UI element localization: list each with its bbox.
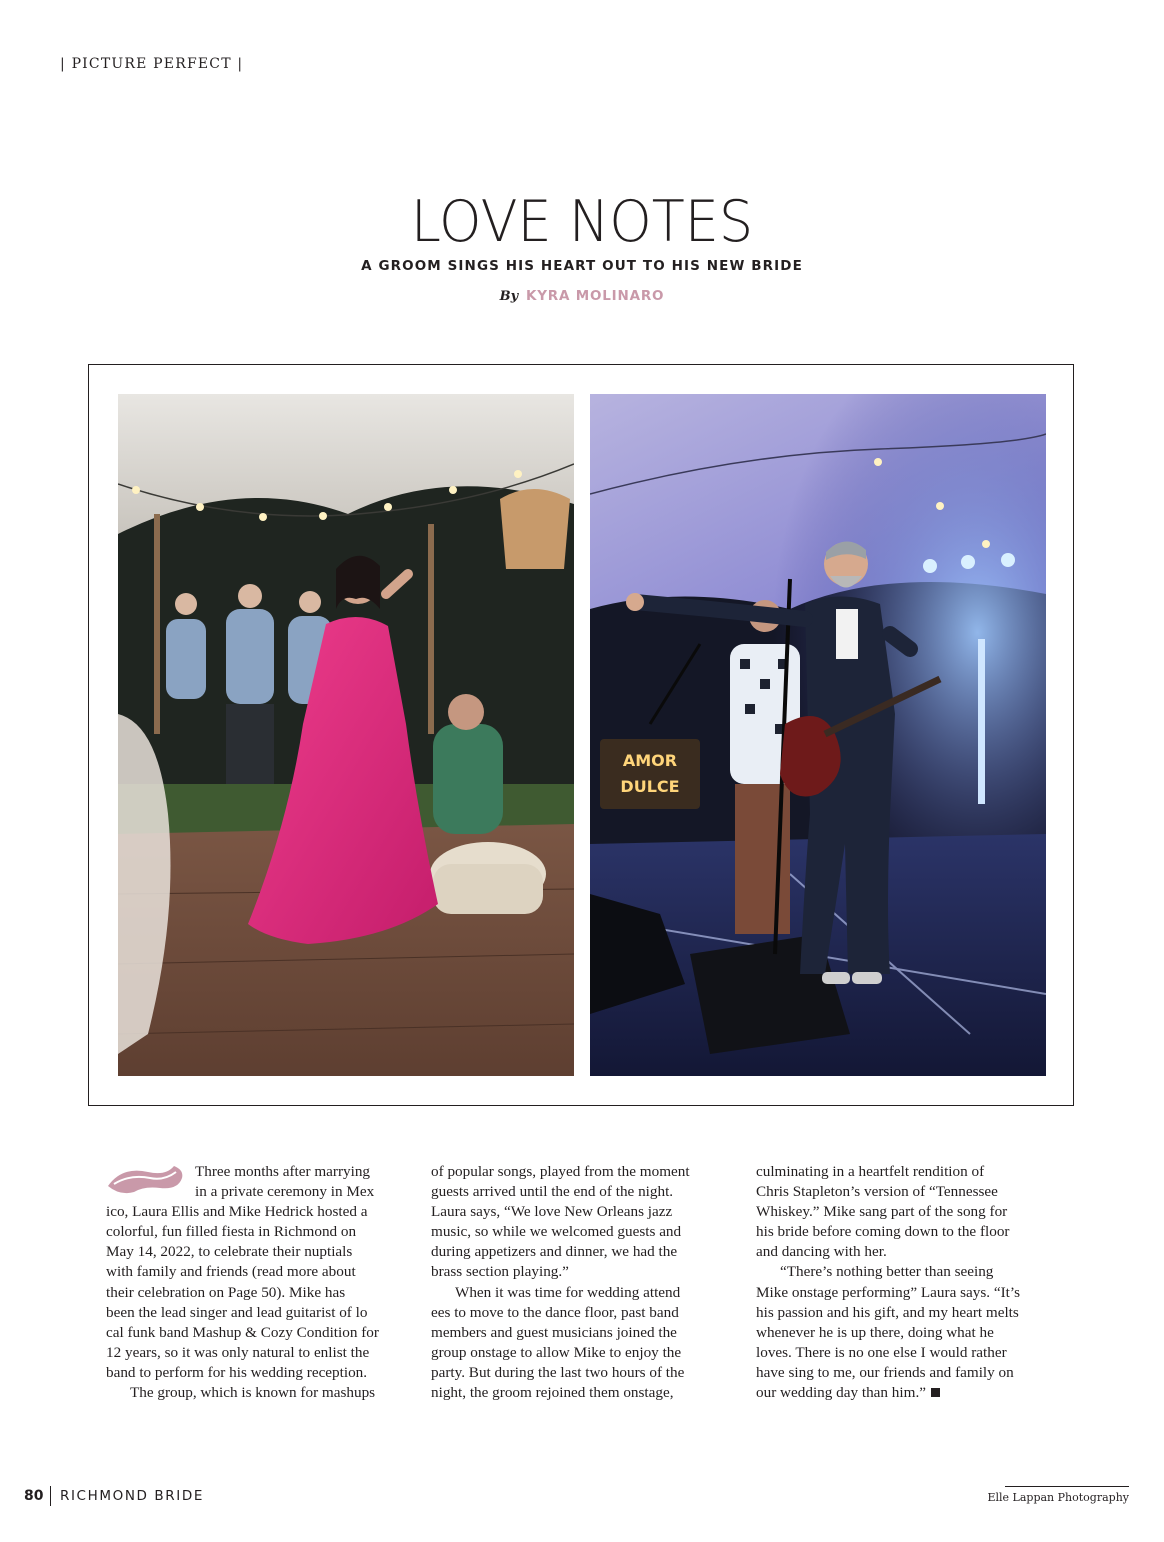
- body-line: have sing to me, our friends and family on: [756, 1363, 1014, 1381]
- body-line: group onstage to allow Mike to enjoy the: [431, 1343, 682, 1361]
- body-line: guests arrived until the end of the night.: [431, 1183, 674, 1201]
- groom-photo: [590, 394, 1046, 1076]
- body-line: his passion and his gift, and my heart melts: [756, 1303, 1019, 1321]
- bride-photo: [118, 394, 574, 1076]
- body-line-last: [756, 1383, 1056, 1403]
- article-subtitle: A GROOM SINGS HIS HEART OUT TO HIS NEW BRIDE: [361, 258, 803, 274]
- body-line: ico, Laura Ellis and Mike Hedrick hosted a: [106, 1203, 368, 1221]
- body-line: brass section playing.”: [431, 1263, 569, 1281]
- body-line: Three months after marrying: [195, 1163, 371, 1180]
- body-line: night, the groom rejoined them onstage,: [431, 1384, 674, 1402]
- body-line: ees to move to the dance floor, past band: [431, 1303, 679, 1321]
- marquee-sign-text: AMOR: [622, 751, 678, 770]
- body-line: whenever he is up there, doing what he: [756, 1323, 994, 1341]
- body-line: his bride before coming down to the floor: [756, 1223, 1010, 1241]
- body-line: during appetizers and dinner, we had the: [431, 1243, 678, 1261]
- body-line: in a private ceremony in Mex: [195, 1183, 375, 1201]
- credit-rule: [1005, 1486, 1129, 1487]
- photo-credit: Elle Lappan Photography: [987, 1491, 1129, 1504]
- body-line: their celebration on Page 50). Mike has: [106, 1283, 346, 1301]
- body-line-text: our wedding day than him.”: [756, 1384, 926, 1402]
- body-line: members and guest musicians joined the: [431, 1323, 677, 1341]
- body-line: When it was time for wedding attend: [455, 1283, 681, 1301]
- body-line: “There’s nothing better than seeing: [780, 1263, 994, 1281]
- byline: [0, 288, 1164, 305]
- body-column-2: [431, 1162, 731, 1403]
- body-line: of popular songs, played from the moment: [431, 1163, 690, 1180]
- body-line: been the lead singer and lead guitarist of lo: [106, 1303, 368, 1321]
- magazine-name: RICHMOND BRIDE: [60, 1488, 204, 1504]
- body-line: music, so while we welcomed guests and: [431, 1223, 682, 1241]
- page-number: 80: [24, 1488, 44, 1504]
- body-line: 12 years, so it was only natural to enlist the: [106, 1343, 370, 1361]
- body-line: cal funk band Mashup & Cozy Condition for: [106, 1323, 379, 1341]
- body-line: Mike onstage performing” Laura says. “It’s: [756, 1283, 1021, 1301]
- body-column-1: [106, 1162, 406, 1403]
- article-title: LOVE NOTES: [410, 188, 754, 255]
- body-line: May 14, 2022, to celebrate their nuptials: [106, 1243, 353, 1261]
- end-mark-icon: [931, 1388, 940, 1397]
- footer-divider: [50, 1486, 51, 1506]
- body-line: Laura says, “We love New Orleans jazz: [431, 1203, 673, 1221]
- section-label: | PICTURE PERFECT |: [60, 56, 244, 72]
- body-line: colorful, fun filled fiesta in Richmond on: [106, 1223, 357, 1241]
- body-line: Chris Stapleton’s version of “Tennessee: [756, 1183, 998, 1201]
- svg-text:DULCE: DULCE: [620, 777, 680, 796]
- body-line: culminating in a heartfelt rendition of: [756, 1163, 985, 1180]
- body-line: The group, which is known for mashups: [130, 1384, 376, 1402]
- author-name: KYRA MOLINARO: [525, 288, 665, 304]
- body-line: loves. There is no one else I would rather: [756, 1343, 1007, 1361]
- byline-prefix: By: [499, 289, 519, 304]
- body-column-3: [756, 1162, 1056, 1403]
- body-line: party. But during the last two hours of the: [431, 1363, 685, 1381]
- body-line: with family and friends (read more about: [106, 1263, 356, 1281]
- body-line: band to perform for his wedding reception.: [106, 1363, 368, 1381]
- body-line: and dancing with her.: [756, 1243, 887, 1261]
- body-line: Whiskey.” Mike sang part of the song for: [756, 1203, 1008, 1221]
